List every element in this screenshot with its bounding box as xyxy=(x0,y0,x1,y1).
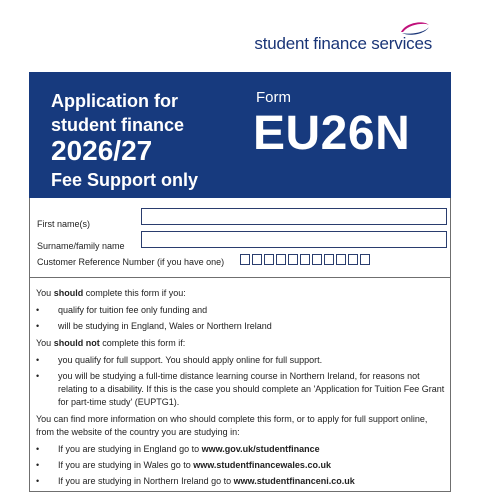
should-list xyxy=(36,304,446,333)
surname-label: Surname/family name xyxy=(37,241,125,251)
form-title: Application for student finance xyxy=(51,91,185,135)
crn-digit-box[interactable] xyxy=(288,254,298,265)
list-item: • If you are studying in England go to www.gov.uk/studentfinance xyxy=(36,444,320,454)
should-intro: You should complete this form if you: xyxy=(36,288,186,298)
should-not-list xyxy=(36,354,446,409)
first-name-field[interactable] xyxy=(141,208,447,225)
form-subtitle: Fee Support only xyxy=(51,170,199,190)
should-not-intro: You should not complete this form if: xyxy=(36,338,186,348)
crn-digit-box[interactable] xyxy=(264,254,274,265)
crn-label: Customer Reference Number (if you have one) xyxy=(37,257,225,267)
form-year: 2026/27 xyxy=(51,135,153,166)
form-code: EU26N xyxy=(253,107,411,160)
crn-boxes xyxy=(240,254,372,265)
list-item: • you qualify for full support. You should apply online for full support. xyxy=(36,355,323,365)
crn-digit-box[interactable] xyxy=(336,254,346,265)
more-info-text: You can find more information on who should complete this form, or to apply for full support online, from the website of the country you are studying in: xyxy=(36,414,428,437)
crn-digit-box[interactable] xyxy=(360,254,370,265)
ni-link[interactable]: www.studentfinanceni.co.uk xyxy=(233,476,355,486)
form-banner xyxy=(29,72,451,198)
logo-text: student finance services xyxy=(254,34,432,53)
crn-digit-box[interactable] xyxy=(348,254,358,265)
list-item: • If you are studying in Wales go to www.studentfinancewales.co.uk xyxy=(36,460,331,470)
personal-details-section xyxy=(29,198,451,278)
crn-digit-box[interactable] xyxy=(252,254,262,265)
crn-digit-box[interactable] xyxy=(240,254,250,265)
england-link[interactable]: www.gov.uk/studentfinance xyxy=(201,444,320,454)
list-item: • will be studying in England, Wales or Northern Ireland xyxy=(36,321,272,331)
list-item: • If you are studying in Northern Ireland go to www.studentfinanceni.co.uk xyxy=(36,476,355,486)
crn-digit-box[interactable] xyxy=(276,254,286,265)
surname-field[interactable] xyxy=(141,231,447,248)
list-item: • you will be studying a full-time distance learning course in Northern Ireland, for reasons not relating to a disability. If this is the case you should complete an 'Application for Tuition Fee Grant for part-time study' (EUPTG1). xyxy=(36,371,445,407)
logo xyxy=(212,20,432,60)
form-label: Form xyxy=(256,89,291,106)
eligibility-info xyxy=(36,287,446,492)
first-name-label: First name(s) xyxy=(37,219,91,229)
wales-link[interactable]: www.studentfinancewales.co.uk xyxy=(193,460,331,470)
crn-digit-box[interactable] xyxy=(312,254,322,265)
crn-digit-box[interactable] xyxy=(300,254,310,265)
list-item: • qualify for tuition fee only funding and xyxy=(36,305,208,315)
crn-digit-box[interactable] xyxy=(324,254,334,265)
links-list xyxy=(36,443,446,488)
